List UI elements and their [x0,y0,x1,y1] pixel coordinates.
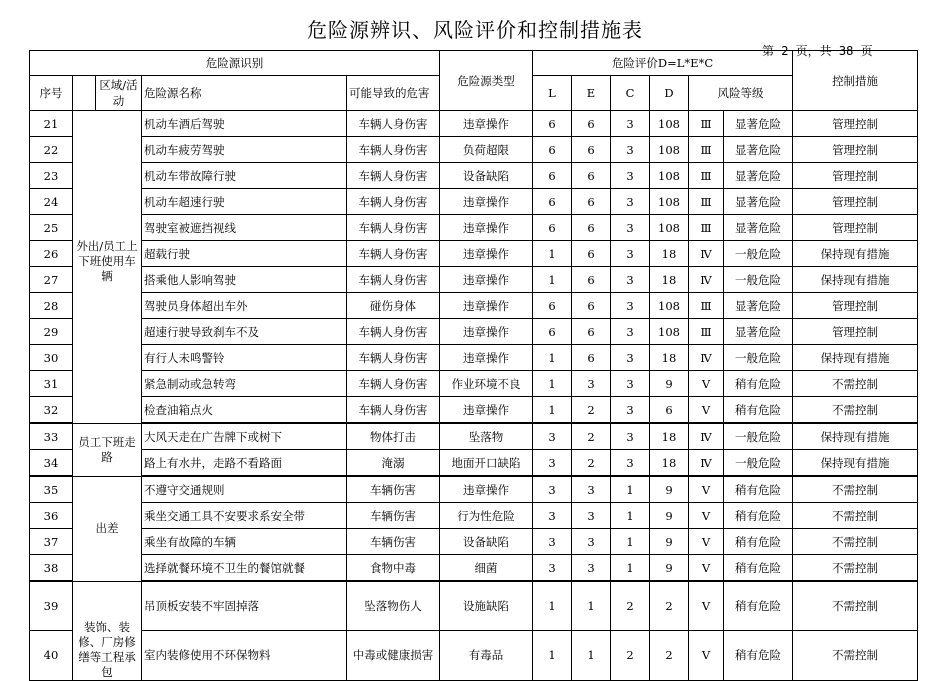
row-control: 保持现有措施 [793,241,918,267]
row-seq: 39 [30,581,73,631]
row-grade: Ⅳ [689,423,724,450]
row-hazard-type: 设备缺陷 [440,163,533,189]
row-hazard-name: 有行人未鸣警铃 [142,345,347,371]
row-C: 3 [611,450,650,477]
row-D: 18 [650,241,689,267]
row-hazard-name: 紧急制动或急转弯 [142,371,347,397]
row-L: 6 [533,189,572,215]
row-hazard-name: 不遵守交通规则 [142,476,347,503]
row-grade: Ⅴ [689,476,724,503]
row-E: 3 [572,503,611,529]
row-control: 不需控制 [793,581,918,631]
row-hazard-type: 坠落物 [440,423,533,450]
row-E: 6 [572,189,611,215]
row-L: 1 [533,581,572,631]
row-seq: 21 [30,111,73,137]
row-risk-level: 显著危险 [724,319,793,345]
row-harm: 车辆人身伤害 [347,111,440,137]
row-control: 不需控制 [793,631,918,680]
row-E: 6 [572,241,611,267]
row-control: 保持现有措施 [793,450,918,477]
row-D: 108 [650,293,689,319]
row-C: 1 [611,476,650,503]
row-harm: 车辆伤害 [347,503,440,529]
table-row [30,581,918,631]
row-L: 1 [533,397,572,424]
row-C: 3 [611,215,650,241]
row-C: 3 [611,241,650,267]
row-hazard-name: 机动车超速行驶 [142,189,347,215]
row-risk-level: 稍有危险 [724,529,793,555]
row-risk-level: 稍有危险 [724,631,793,680]
header-blank [73,76,96,111]
table-row [30,529,918,555]
row-control: 不需控制 [793,397,918,424]
row-control: 管理控制 [793,215,918,241]
row-E: 1 [572,581,611,631]
row-hazard-type: 违章操作 [440,215,533,241]
row-seq: 30 [30,345,73,371]
row-E: 3 [572,555,611,582]
header-area: 区域/活动 [96,76,142,111]
row-hazard-type: 作业环境不良 [440,371,533,397]
table-row [30,423,918,450]
row-D: 108 [650,163,689,189]
row-grade: Ⅲ [689,163,724,189]
row-seq: 38 [30,555,73,582]
row-risk-level: 显著危险 [724,189,793,215]
table-row [30,241,918,267]
row-risk-level: 一般危险 [724,423,793,450]
row-hazard-type: 违章操作 [440,111,533,137]
row-D: 18 [650,345,689,371]
row-risk-level: 一般危险 [724,450,793,477]
row-seq: 23 [30,163,73,189]
table-row [30,371,918,397]
row-hazard-name: 驾驶室被遮挡视线 [142,215,347,241]
row-L: 6 [533,111,572,137]
row-grade: Ⅳ [689,241,724,267]
row-control: 管理控制 [793,319,918,345]
row-risk-level: 稍有危险 [724,371,793,397]
row-control: 管理控制 [793,293,918,319]
row-harm: 中毒或健康损害 [347,631,440,680]
row-seq: 36 [30,503,73,529]
row-E: 2 [572,423,611,450]
row-harm: 淹溺 [347,450,440,477]
table-row [30,503,918,529]
header-hazard-identification: 危险源识别 [30,51,440,76]
row-risk-level: 稍有危险 [724,476,793,503]
header-D: D [650,76,689,111]
row-L: 6 [533,163,572,189]
row-E: 3 [572,371,611,397]
row-D: 108 [650,111,689,137]
row-L: 3 [533,450,572,477]
row-seq: 28 [30,293,73,319]
row-C: 3 [611,163,650,189]
table-row [30,631,918,680]
header-risk-level: 风险等级 [689,76,793,111]
row-hazard-type: 违章操作 [440,267,533,293]
row-risk-level: 一般危险 [724,267,793,293]
table-row [30,450,918,477]
row-risk-level: 一般危险 [724,241,793,267]
row-C: 1 [611,529,650,555]
row-hazard-name: 路上有水井，走路不看路面 [142,450,347,477]
row-L: 3 [533,529,572,555]
row-L: 6 [533,319,572,345]
row-harm: 物体打击 [347,423,440,450]
row-C: 3 [611,371,650,397]
row-D: 6 [650,397,689,424]
row-D: 108 [650,189,689,215]
header-hazard-name: 危险源名称 [142,76,347,111]
row-risk-level: 显著危险 [724,293,793,319]
row-E: 1 [572,631,611,680]
row-grade: Ⅴ [689,397,724,424]
row-grade: Ⅴ [689,581,724,631]
row-seq: 35 [30,476,73,503]
row-seq: 33 [30,423,73,450]
row-seq: 40 [30,631,73,680]
table-row [30,189,918,215]
row-E: 6 [572,267,611,293]
row-hazard-type: 有毒品 [440,631,533,680]
row-control: 管理控制 [793,189,918,215]
row-E: 6 [572,215,611,241]
table-row [30,293,918,319]
row-L: 1 [533,241,572,267]
row-hazard-type: 违章操作 [440,345,533,371]
row-risk-level: 稍有危险 [724,555,793,582]
row-L: 1 [533,631,572,680]
row-L: 1 [533,371,572,397]
row-grade: Ⅴ [689,371,724,397]
row-D: 108 [650,137,689,163]
row-harm: 车辆伤害 [347,476,440,503]
page-title: 危险源辨识、风险评价和控制措施表 [307,18,643,42]
row-risk-level: 一般危险 [724,345,793,371]
table-row [30,137,918,163]
row-L: 3 [533,503,572,529]
row-hazard-name: 驾驶员身体超出车外 [142,293,347,319]
row-E: 6 [572,293,611,319]
row-hazard-type: 违章操作 [440,319,533,345]
area-cell: 出差 [73,476,142,581]
table-row [30,319,918,345]
row-control: 不需控制 [793,555,918,582]
row-hazard-type: 违章操作 [440,397,533,424]
table-row [30,345,918,371]
row-E: 6 [572,137,611,163]
row-grade: Ⅴ [689,503,724,529]
row-D: 108 [650,319,689,345]
row-harm: 车辆人身伤害 [347,163,440,189]
table-row [30,111,918,137]
table-row [30,555,918,582]
table-row [30,267,918,293]
row-risk-level: 显著危险 [724,163,793,189]
row-harm: 车辆人身伤害 [347,371,440,397]
row-harm: 食物中毒 [347,555,440,582]
row-risk-level: 显著危险 [724,137,793,163]
row-risk-level: 显著危险 [724,111,793,137]
row-seq: 22 [30,137,73,163]
row-C: 3 [611,397,650,424]
row-D: 9 [650,529,689,555]
row-D: 9 [650,503,689,529]
row-grade: Ⅳ [689,450,724,477]
row-control: 不需控制 [793,476,918,503]
row-hazard-name: 乘坐有故障的车辆 [142,529,347,555]
row-C: 3 [611,137,650,163]
header-C: C [611,76,650,111]
row-control: 管理控制 [793,137,918,163]
row-L: 3 [533,476,572,503]
row-L: 6 [533,137,572,163]
row-seq: 26 [30,241,73,267]
area-cell: 外出/员工上下班使用车辆 [73,111,142,424]
row-C: 3 [611,111,650,137]
row-grade: Ⅴ [689,555,724,582]
row-E: 3 [572,476,611,503]
row-grade: Ⅳ [689,345,724,371]
row-control: 保持现有措施 [793,345,918,371]
row-D: 2 [650,631,689,680]
header-control-measures: 控制措施 [793,51,918,111]
row-harm: 车辆人身伤害 [347,215,440,241]
row-hazard-name: 超载行驶 [142,241,347,267]
row-E: 6 [572,111,611,137]
row-harm: 坠落物伤人 [347,581,440,631]
row-risk-level: 稍有危险 [724,397,793,424]
header-E: E [572,76,611,111]
row-E: 2 [572,450,611,477]
row-C: 2 [611,581,650,631]
row-hazard-name: 选择就餐环境不卫生的餐馆就餐 [142,555,347,582]
row-hazard-name: 搭乘他人影响驾驶 [142,267,347,293]
row-grade: Ⅲ [689,137,724,163]
row-control: 保持现有措施 [793,423,918,450]
row-C: 3 [611,293,650,319]
table-row [30,215,918,241]
row-C: 3 [611,267,650,293]
header-risk-evaluation: 危险评价D=L*E*C [533,51,793,76]
row-grade: Ⅲ [689,319,724,345]
row-risk-level: 稍有危险 [724,503,793,529]
row-control: 不需控制 [793,529,918,555]
row-hazard-name: 超速行驶导致刹车不及 [142,319,347,345]
row-E: 6 [572,319,611,345]
table-row [30,163,918,189]
header-harm: 可能导致的危害 [347,76,440,111]
row-C: 3 [611,319,650,345]
row-hazard-type: 设施缺陷 [440,581,533,631]
row-E: 3 [572,529,611,555]
row-L: 1 [533,345,572,371]
row-D: 9 [650,476,689,503]
row-hazard-name: 检查油箱点火 [142,397,347,424]
row-control: 管理控制 [793,111,918,137]
row-seq: 37 [30,529,73,555]
row-harm: 车辆伤害 [347,529,440,555]
row-grade: Ⅴ [689,631,724,680]
row-seq: 32 [30,397,73,424]
row-seq: 25 [30,215,73,241]
row-hazard-name: 室内装修使用不环保物料 [142,631,347,680]
row-hazard-name: 机动车带故障行驶 [142,163,347,189]
row-D: 18 [650,423,689,450]
row-grade: Ⅲ [689,189,724,215]
row-hazard-type: 违章操作 [440,241,533,267]
row-hazard-name: 大风天走在广告牌下或树下 [142,423,347,450]
row-seq: 34 [30,450,73,477]
hazard-table [29,50,918,681]
row-harm: 车辆人身伤害 [347,189,440,215]
header-hazard-type: 危险源类型 [440,51,533,111]
row-D: 2 [650,581,689,631]
row-D: 9 [650,555,689,582]
row-E: 6 [572,345,611,371]
row-grade: Ⅳ [689,267,724,293]
row-C: 1 [611,503,650,529]
row-D: 18 [650,450,689,477]
row-D: 108 [650,215,689,241]
row-seq: 29 [30,319,73,345]
table-row [30,476,918,503]
row-harm: 车辆人身伤害 [347,397,440,424]
row-seq: 31 [30,371,73,397]
row-D: 9 [650,371,689,397]
row-grade: Ⅲ [689,215,724,241]
row-hazard-type: 负荷超限 [440,137,533,163]
row-L: 1 [533,267,572,293]
row-hazard-type: 违章操作 [440,189,533,215]
row-control: 不需控制 [793,503,918,529]
row-C: 3 [611,345,650,371]
row-hazard-type: 地面开口缺陷 [440,450,533,477]
row-C: 3 [611,423,650,450]
row-C: 2 [611,631,650,680]
row-L: 3 [533,423,572,450]
header-seq: 序号 [30,76,73,111]
page-info: 第 2 页，共 38 页 [762,44,873,58]
row-harm: 车辆人身伤害 [347,267,440,293]
row-hazard-name: 乘坐交通工具不安要求系安全带 [142,503,347,529]
area-cell: 装饰、装修、厂房修缮等工程承包 [73,581,142,680]
row-harm: 车辆人身伤害 [347,241,440,267]
row-E: 2 [572,397,611,424]
row-E: 6 [572,163,611,189]
row-risk-level: 显著危险 [724,215,793,241]
row-control: 不需控制 [793,371,918,397]
row-D: 18 [650,267,689,293]
row-L: 6 [533,293,572,319]
row-grade: Ⅲ [689,111,724,137]
row-harm: 碰伤身体 [347,293,440,319]
row-control: 管理控制 [793,163,918,189]
row-hazard-type: 违章操作 [440,293,533,319]
row-hazard-name: 机动车疲劳驾驶 [142,137,347,163]
row-C: 3 [611,189,650,215]
header-L: L [533,76,572,111]
row-hazard-name: 吊顶板安装不牢固掉落 [142,581,347,631]
row-hazard-type: 细菌 [440,555,533,582]
row-L: 6 [533,215,572,241]
row-hazard-type: 设备缺陷 [440,529,533,555]
row-L: 3 [533,555,572,582]
row-grade: Ⅴ [689,529,724,555]
row-grade: Ⅲ [689,293,724,319]
table-row [30,397,918,424]
row-harm: 车辆人身伤害 [347,319,440,345]
row-hazard-type: 违章操作 [440,476,533,503]
row-harm: 车辆人身伤害 [347,345,440,371]
row-seq: 24 [30,189,73,215]
area-cell: 员工下班走路 [73,423,142,476]
row-harm: 车辆人身伤害 [347,137,440,163]
row-C: 1 [611,555,650,582]
row-seq: 27 [30,267,73,293]
row-control: 保持现有措施 [793,267,918,293]
row-hazard-type: 行为性危险 [440,503,533,529]
row-risk-level: 稍有危险 [724,581,793,631]
row-hazard-name: 机动车酒后驾驶 [142,111,347,137]
